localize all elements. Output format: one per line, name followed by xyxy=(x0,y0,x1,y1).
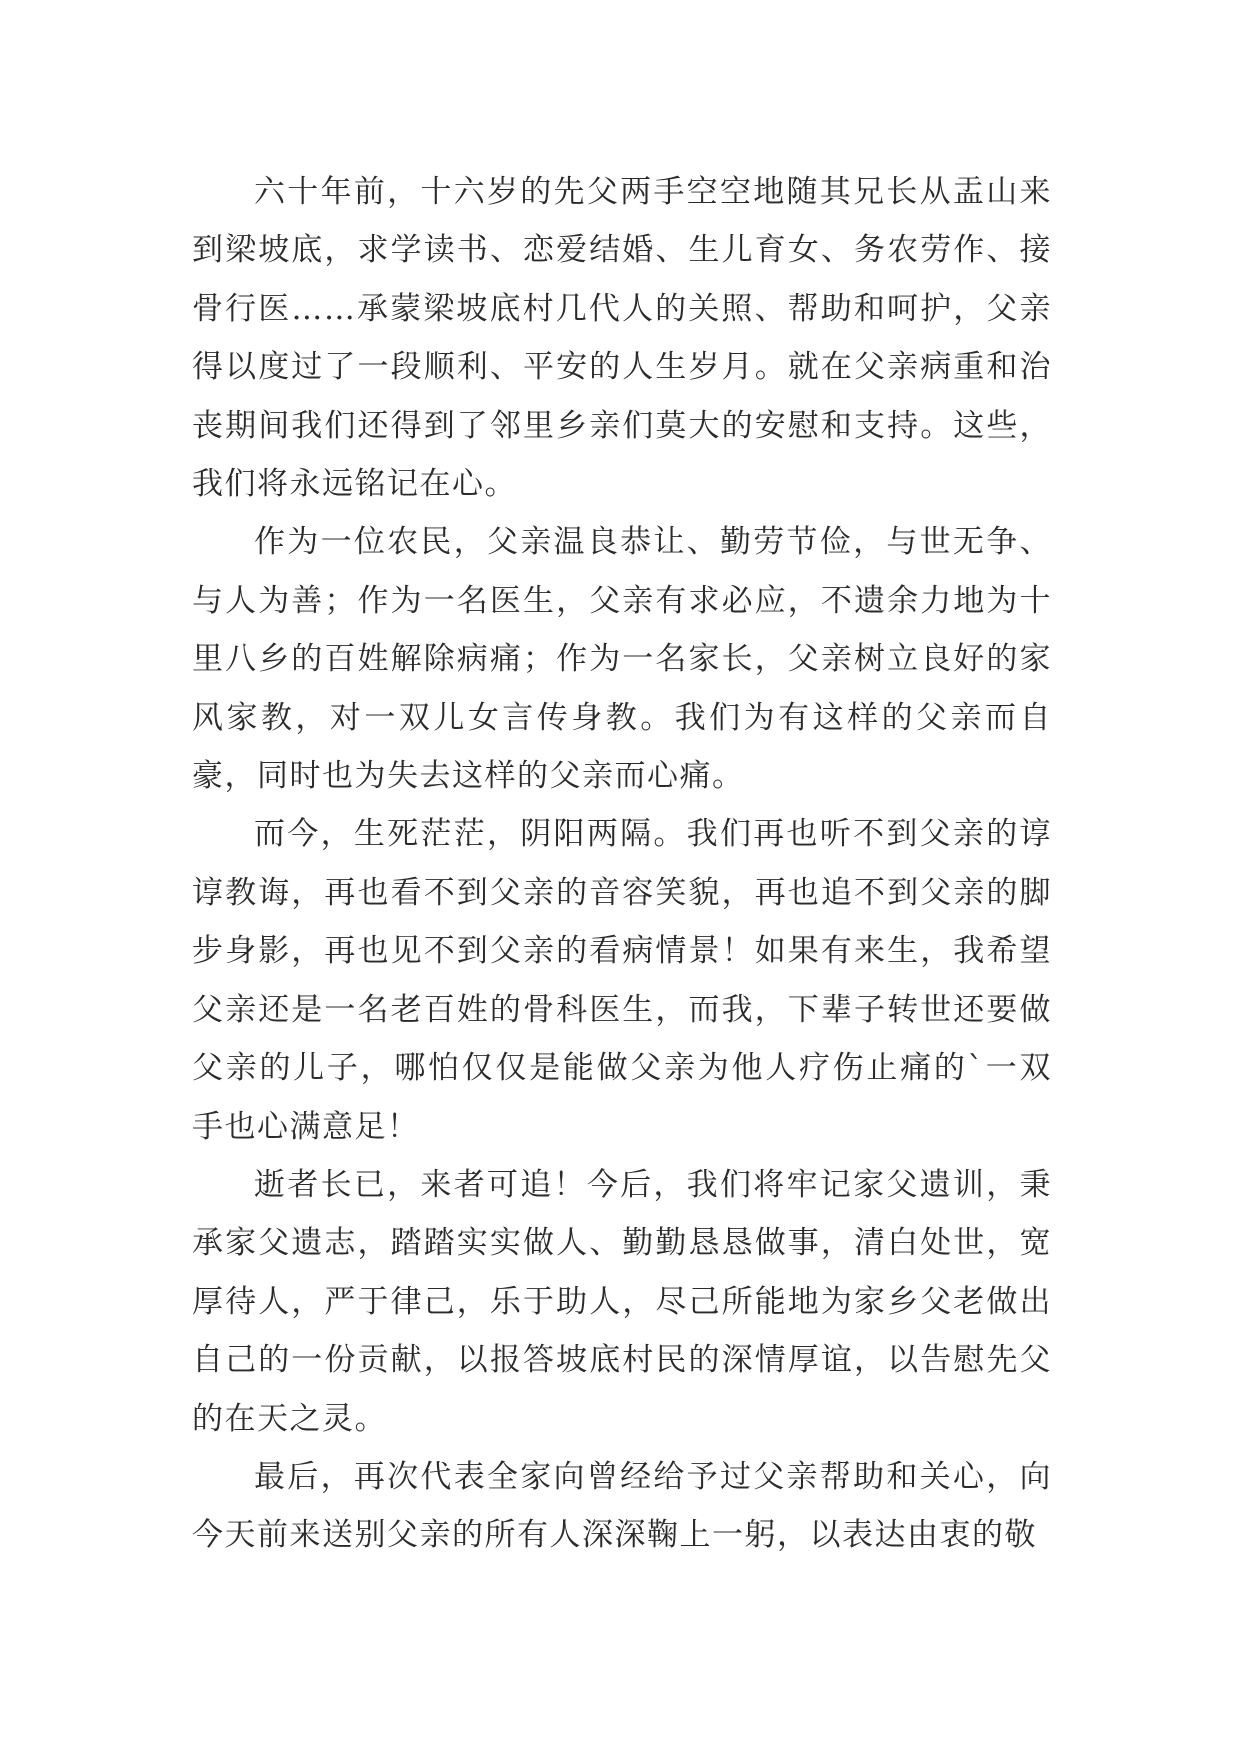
paragraph-2: 作为一位农民，父亲温良恭让、勤劳节俭，与世无争、与人为善；作为一名医生，父亲有求必应，不遗余力地为十里八乡的百姓解除病痛；作为一名家长，父亲树立良好的家风家教，对一双儿女言传身教。我们为有这样的父亲而自豪，同时也为失去这样的父亲而心痛。 xyxy=(192,524,1052,795)
document-body xyxy=(192,163,1052,1565)
paragraph-3: 而今，生死茫茫，阴阳两隔。我们再也听不到父亲的谆谆教诲，再也看不到父亲的音容笑貌，再也追不到父亲的脚步身影，再也见不到父亲的看病情景！如果有来生，我希望父亲还是一名老百姓的骨科医生，而我，下辈子转世还要做父亲的儿子，哪怕仅仅是能做父亲为他人疗伤止痛的`一双手也心满意足！ xyxy=(192,816,1052,1145)
paragraph-1: 六十年前，十六岁的先父两手空空地随其兄长从盂山来到梁坡底，求学读书、恋爱结婚、生儿育女、务农劳作、接骨行医……承蒙梁坡底村几代人的关照、帮助和呵护，父亲得以度过了一段顺利、平安的人生岁月。就在父亲病重和治丧期间我们还得到了邻里乡亲们莫大的安慰和支持。这些，我们将永远铭记在心。 xyxy=(192,174,1052,503)
paragraph-5: 最后，再次代表全家向曾经给予过父亲帮助和关心，向今天前来送别父亲的所有人深深鞠上一躬，以表达由衷的敬 xyxy=(192,1458,1052,1554)
paragraph-4: 逝者长已，来者可追！今后，我们将牢记家父遗训，秉承家父遗志，踏踏实实做人、勤勤恳恳做事，清白处世，宽厚待人，严于律己，乐于助人，尽己所能地为家乡父老做出自己的一份贡献，以报答坡底村民的深情厚谊，以告慰先父的在天之灵。 xyxy=(192,1166,1052,1437)
